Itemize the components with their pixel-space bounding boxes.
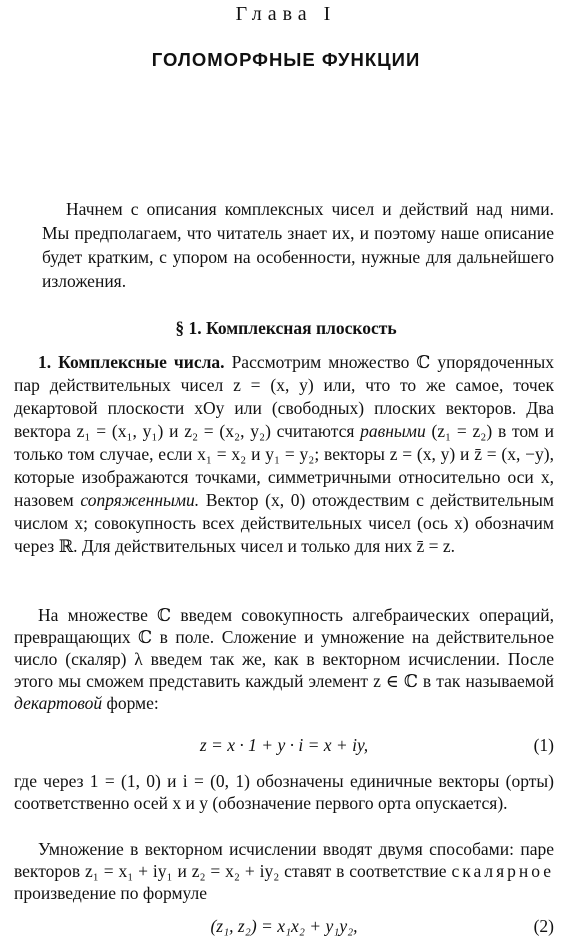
paragraph-complex-numbers <box>14 351 554 558</box>
formula-2 <box>14 916 554 940</box>
term-scalar: скалярное <box>451 861 555 881</box>
chapter-heading: Глава I <box>235 3 337 25</box>
term-conjugate: сопряженными. <box>80 490 200 510</box>
term-cartesian: декартовой <box>14 693 103 713</box>
formula-number: (2) <box>533 916 554 936</box>
intro-paragraph <box>42 197 554 293</box>
paragraph-text: На множестве ℂ введем совокупность алгебраических операций, превращающих ℂ в поле. Сложение и умножение на действительное число (скаляр) λ введем так же, как в векторном исчислении. После этого мы сможем представить каждый элемент z ∈ ℂ в так называемой <box>14 605 554 691</box>
formula-expression: (z₁, z₂) = x₁x₂ + y₁y₂, <box>210 916 358 936</box>
paragraph-text: произведение по формуле <box>14 883 208 903</box>
paragraph-text: Рассмотрим множество ℂ упорядоченных пар действительных чисел z = (x, y) или, что то же самое, точек декартовой плоскости xOy или (свободных) плоских векторов. Два вектора z₁ = (x₁, y₁) и z₂ = (x₂, y₂) считаются <box>14 352 555 441</box>
formula-1 <box>14 735 554 759</box>
paragraph-text: Умножение в векторном исчислении вводят двумя способами: паре векторов z₁ = x₁ + iy₁ и z₂ = x₂ + iy₂ ставят в соответствие <box>14 839 554 881</box>
intro-text: Начнем с описания комплексных чисел и действий над ними. Мы предполагаем, что читатель знает их, и поэтому наше описание будет кратким, с упором на особенности, нужные для дальнейшего изложения. <box>42 199 554 291</box>
chapter-title: ГОЛОМОРФНЫЕ ФУНКЦИИ <box>151 49 421 70</box>
paragraph-unit-vectors: где через 1 = (1, 0) и i = (0, 1) обозначены единичные векторы (орты) соответственно осей x и y (обозначение первого орта опускается). <box>14 771 554 813</box>
paragraph-text: Вектор (x, 0) отождествим с действительным числом x; совокупность всех действительных чисел (ось x) обозначим через ℝ. Для действительных чисел и только для них z̄ = z. <box>14 490 554 556</box>
runin-heading: 1. Комплексные числа. <box>38 352 225 372</box>
paragraph-text: форме: <box>106 693 159 713</box>
paragraph-text: (z₁ = z₂) в том и только том случае, если x₁ = x₂ и y₁ = y₂; векторы z = (x, y) и z̄ = (x, −y), которые изображаются точками, симметричными относительно оси x, назовем <box>14 421 554 510</box>
paragraph-multiplication <box>14 838 554 904</box>
formula-number: (1) <box>533 735 554 755</box>
formula-expression: z = x · 1 + y · i = x + iy, <box>199 735 369 755</box>
term-equal: равными <box>360 421 426 441</box>
section-heading: § 1. Комплексная плоскость <box>175 318 397 338</box>
paragraph-operations <box>14 604 554 714</box>
